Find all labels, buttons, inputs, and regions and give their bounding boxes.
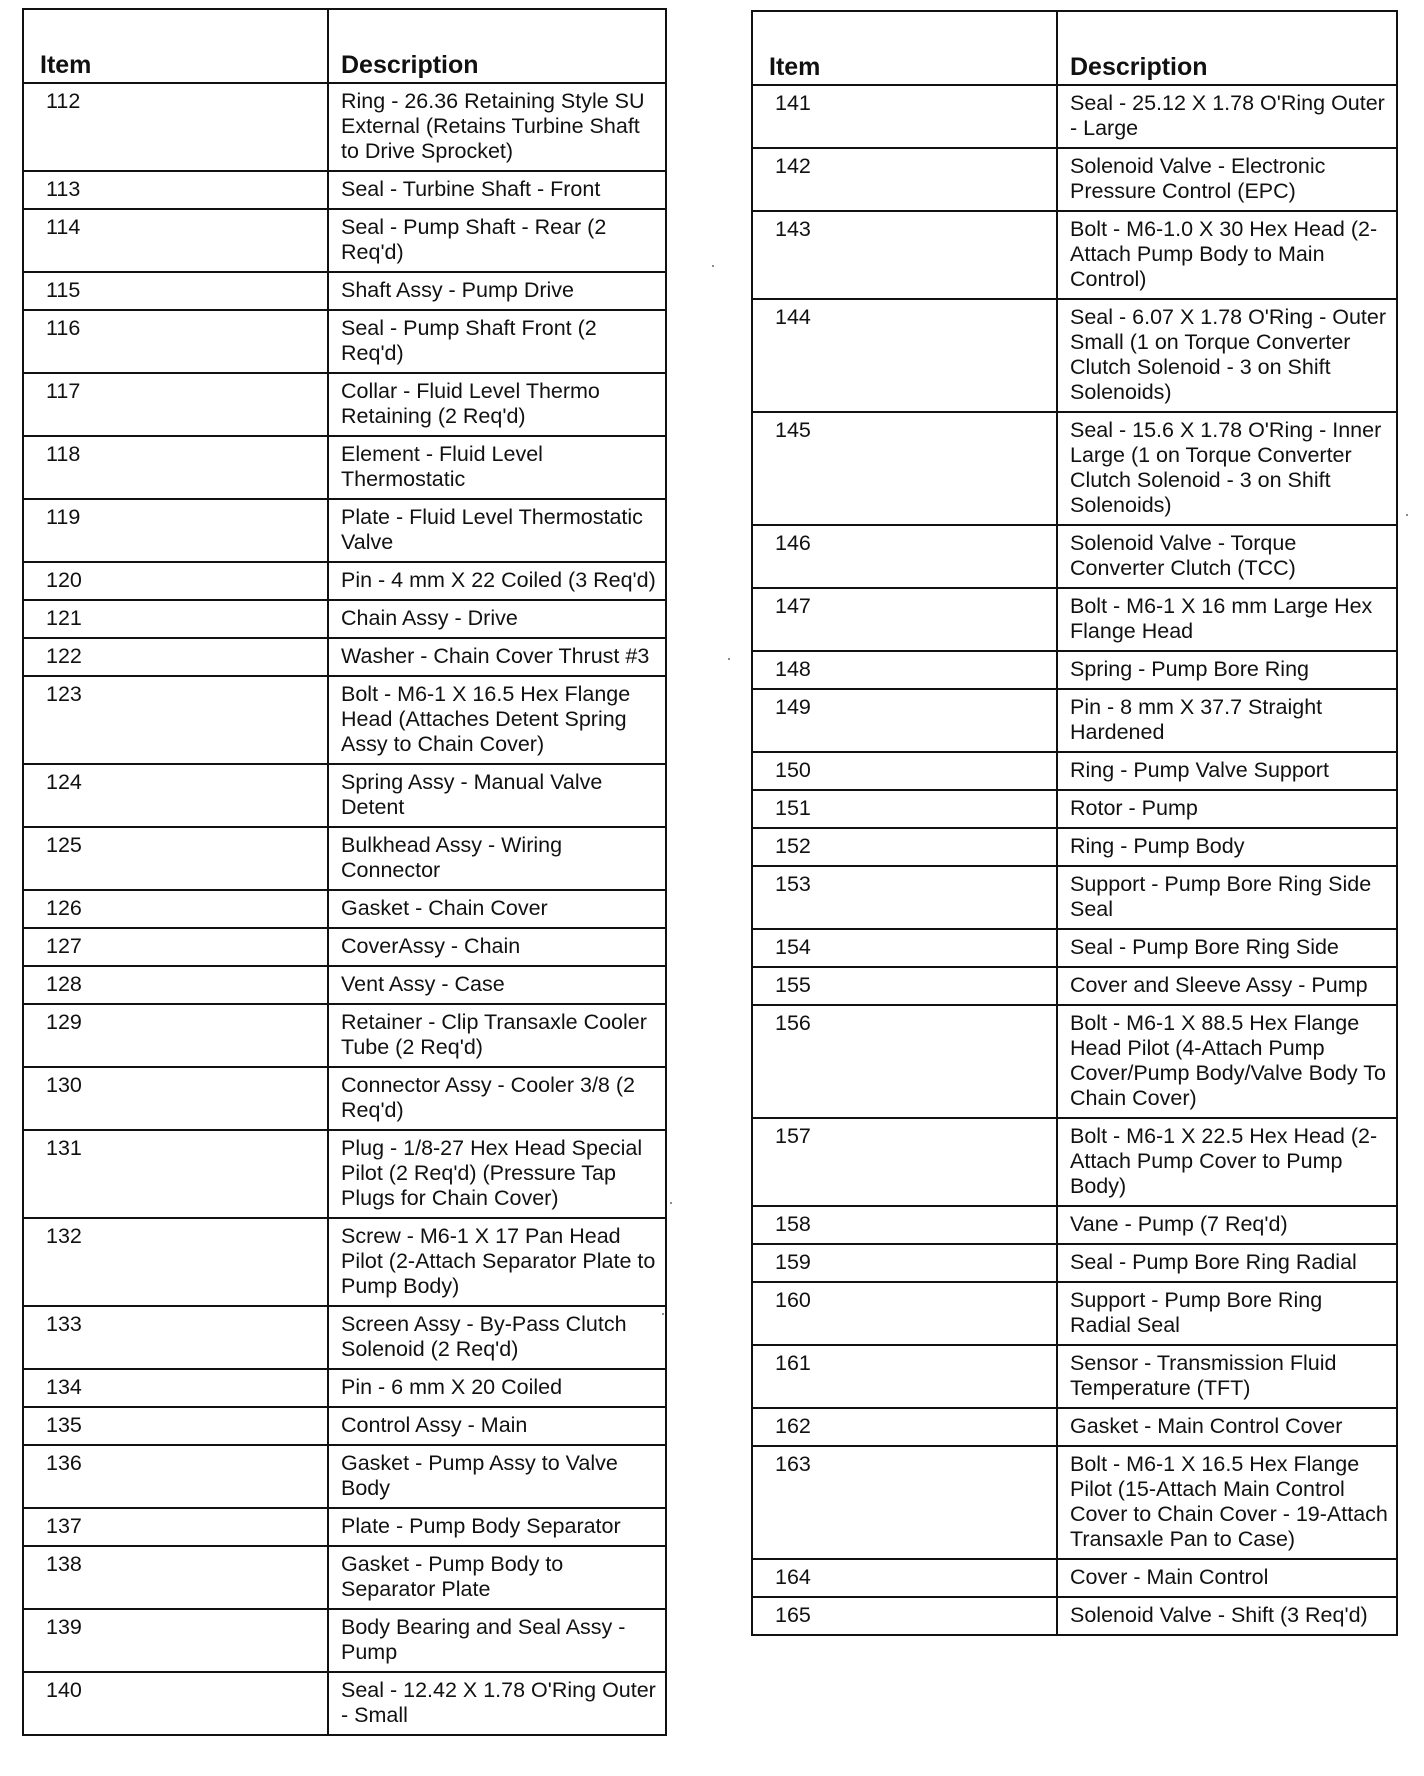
table-row (23, 209, 666, 272)
item-number: 151 (752, 790, 1057, 828)
header-row (23, 9, 666, 83)
item-description: Plate - Fluid Level Thermostatic Valve (328, 499, 666, 562)
table-row (752, 828, 1397, 866)
item-number: 162 (752, 1408, 1057, 1446)
table-row (752, 412, 1397, 525)
scan-speck (728, 658, 730, 660)
table-row (23, 272, 666, 310)
item-number: 153 (752, 866, 1057, 929)
item-number: 165 (752, 1597, 1057, 1635)
item-description: Seal - Pump Shaft Front (2 Req'd) (328, 310, 666, 373)
table-row (23, 171, 666, 209)
table-row (23, 1407, 666, 1445)
item-description: Pin - 8 mm X 37.7 Straight Hardened (1057, 689, 1397, 752)
table-row (23, 1067, 666, 1130)
table-row (752, 967, 1397, 1005)
table-row (23, 890, 666, 928)
table-row (752, 1446, 1397, 1559)
item-number: 146 (752, 525, 1057, 588)
item-description: Seal - Turbine Shaft - Front (328, 171, 666, 209)
scan-speck (1406, 514, 1408, 516)
item-description: Screen Assy - By-Pass Clutch Solenoid (2 Req'd) (328, 1306, 666, 1369)
item-description: Spring Assy - Manual Valve Detent (328, 764, 666, 827)
item-description: Spring - Pump Bore Ring (1057, 651, 1397, 689)
table-row (23, 1672, 666, 1735)
item-number: 120 (23, 562, 328, 600)
item-number: 134 (23, 1369, 328, 1407)
item-number: 118 (23, 436, 328, 499)
item-description: Bolt - M6-1 X 16.5 Hex Flange Pilot (15-Attach Main Control Cover to Chain Cover - 19-Attach Transaxle Pan to Case) (1057, 1446, 1397, 1559)
description-column-header: Description (328, 9, 666, 83)
header-row (752, 11, 1397, 85)
item-description: Washer - Chain Cover Thrust #3 (328, 638, 666, 676)
item-description: Rotor - Pump (1057, 790, 1397, 828)
item-number: 154 (752, 929, 1057, 967)
table-row (23, 83, 666, 171)
item-column-header: Item (752, 11, 1057, 85)
item-number: 119 (23, 499, 328, 562)
item-number: 112 (23, 83, 328, 171)
item-description: Cover - Main Control (1057, 1559, 1397, 1597)
item-description: Cover and Sleeve Assy - Pump (1057, 967, 1397, 1005)
item-number: 156 (752, 1005, 1057, 1118)
item-number: 129 (23, 1004, 328, 1067)
item-description: Gasket - Pump Body to Separator Plate (328, 1546, 666, 1609)
item-number: 145 (752, 412, 1057, 525)
item-description: Solenoid Valve - Torque Converter Clutch (TCC) (1057, 525, 1397, 588)
item-number: 121 (23, 600, 328, 638)
table-row (752, 1206, 1397, 1244)
table-row (23, 1130, 666, 1218)
item-description: Control Assy - Main (328, 1407, 666, 1445)
table-row (752, 1408, 1397, 1446)
item-number: 122 (23, 638, 328, 676)
item-description: Solenoid Valve - Shift (3 Req'd) (1057, 1597, 1397, 1635)
item-number: 141 (752, 85, 1057, 148)
item-description: Gasket - Pump Assy to Valve Body (328, 1445, 666, 1508)
table-row (23, 1369, 666, 1407)
item-description: Seal - Pump Shaft - Rear (2 Req'd) (328, 209, 666, 272)
table-row (23, 1306, 666, 1369)
item-description: Seal - Pump Bore Ring Side (1057, 929, 1397, 967)
item-description: Bolt - M6-1 X 22.5 Hex Head (2-Attach Pump Cover to Pump Body) (1057, 1118, 1397, 1206)
table-row (23, 373, 666, 436)
table-row (752, 85, 1397, 148)
item-description: Bolt - M6-1 X 16 mm Large Hex Flange Head (1057, 588, 1397, 651)
table-row (23, 966, 666, 1004)
item-description: Seal - 6.07 X 1.78 O'Ring - Outer Small (1 on Torque Converter Clutch Solenoid - 3 on Shift Solenoids) (1057, 299, 1397, 412)
item-number: 144 (752, 299, 1057, 412)
table-row (752, 148, 1397, 211)
item-number: 143 (752, 211, 1057, 299)
table-row (752, 1005, 1397, 1118)
item-description: Bolt - M6-1.0 X 30 Hex Head (2-Attach Pump Body to Main Control) (1057, 211, 1397, 299)
item-description: Chain Assy - Drive (328, 600, 666, 638)
item-description: Solenoid Valve - Electronic Pressure Control (EPC) (1057, 148, 1397, 211)
item-number: 115 (23, 272, 328, 310)
item-description: Plug - 1/8-27 Hex Head Special Pilot (2 Req'd) (Pressure Tap Plugs for Chain Cover) (328, 1130, 666, 1218)
item-number: 152 (752, 828, 1057, 866)
item-number: 155 (752, 967, 1057, 1005)
table-row (23, 827, 666, 890)
table-row (23, 764, 666, 827)
item-number: 157 (752, 1118, 1057, 1206)
table-row (23, 1445, 666, 1508)
item-number: 136 (23, 1445, 328, 1508)
item-number: 130 (23, 1067, 328, 1130)
item-description: Bulkhead Assy - Wiring Connector (328, 827, 666, 890)
table-row (23, 638, 666, 676)
table-row (23, 676, 666, 764)
parts-table-right (751, 10, 1398, 1636)
item-description: Bolt - M6-1 X 88.5 Hex Flange Head Pilot (4-Attach Pump Cover/Pump Body/Valve Body To Chain Cover) (1057, 1005, 1397, 1118)
table-row (752, 1282, 1397, 1345)
item-number: 113 (23, 171, 328, 209)
table-row (23, 928, 666, 966)
item-description: Collar - Fluid Level Thermo Retaining (2 Req'd) (328, 373, 666, 436)
item-number: 159 (752, 1244, 1057, 1282)
item-description: Support - Pump Bore Ring Radial Seal (1057, 1282, 1397, 1345)
table-row (23, 436, 666, 499)
item-number: 164 (752, 1559, 1057, 1597)
table-row (752, 588, 1397, 651)
item-description: Ring - Pump Body (1057, 828, 1397, 866)
item-description: Seal - Pump Bore Ring Radial (1057, 1244, 1397, 1282)
item-number: 147 (752, 588, 1057, 651)
item-description: Support - Pump Bore Ring Side Seal (1057, 866, 1397, 929)
parts-table-left (22, 8, 667, 1736)
description-column-header: Description (1057, 11, 1397, 85)
table-row (752, 651, 1397, 689)
item-number: 123 (23, 676, 328, 764)
table-row (752, 299, 1397, 412)
item-description: Vent Assy - Case (328, 966, 666, 1004)
item-description: Bolt - M6-1 X 16.5 Hex Flange Head (Attaches Detent Spring Assy to Chain Cover) (328, 676, 666, 764)
table-row (23, 310, 666, 373)
scan-speck (712, 265, 714, 267)
item-number: 124 (23, 764, 328, 827)
item-number: 126 (23, 890, 328, 928)
scan-speck (670, 1202, 672, 1204)
item-number: 127 (23, 928, 328, 966)
item-number: 149 (752, 689, 1057, 752)
table-row (23, 600, 666, 638)
item-description: Sensor - Transmission Fluid Temperature (TFT) (1057, 1345, 1397, 1408)
item-column-header: Item (23, 9, 328, 83)
table-row (752, 866, 1397, 929)
table-row (752, 1597, 1397, 1635)
item-number: 161 (752, 1345, 1057, 1408)
item-number: 117 (23, 373, 328, 436)
item-description: CoverAssy - Chain (328, 928, 666, 966)
item-description: Ring - Pump Valve Support (1057, 752, 1397, 790)
item-description: Ring - 26.36 Retaining Style SU External (Retains Turbine Shaft to Drive Sprocket) (328, 83, 666, 171)
item-description: Body Bearing and Seal Assy - Pump (328, 1609, 666, 1672)
item-description: Gasket - Chain Cover (328, 890, 666, 928)
item-description: Plate - Pump Body Separator (328, 1508, 666, 1546)
table-row (23, 562, 666, 600)
table-row (23, 499, 666, 562)
item-number: 132 (23, 1218, 328, 1306)
table-row (752, 211, 1397, 299)
table-row (752, 689, 1397, 752)
item-number: 131 (23, 1130, 328, 1218)
parts-table-right-body (752, 85, 1397, 1635)
table-row (752, 790, 1397, 828)
item-description: Shaft Assy - Pump Drive (328, 272, 666, 310)
parts-table-left-body (23, 83, 666, 1735)
item-number: 137 (23, 1508, 328, 1546)
item-number: 138 (23, 1546, 328, 1609)
table-row (23, 1508, 666, 1546)
table-row (752, 1244, 1397, 1282)
item-number: 150 (752, 752, 1057, 790)
item-description: Seal - 12.42 X 1.78 O'Ring Outer - Small (328, 1672, 666, 1735)
item-description: Connector Assy - Cooler 3/8 (2 Req'd) (328, 1067, 666, 1130)
item-number: 135 (23, 1407, 328, 1445)
table-row (752, 752, 1397, 790)
table-row (23, 1218, 666, 1306)
table-row (23, 1546, 666, 1609)
item-description: Screw - M6-1 X 17 Pan Head Pilot (2-Attach Separator Plate to Pump Body) (328, 1218, 666, 1306)
table-row (752, 1118, 1397, 1206)
item-description: Element - Fluid Level Thermostatic (328, 436, 666, 499)
item-description: Pin - 6 mm X 20 Coiled (328, 1369, 666, 1407)
item-number: 163 (752, 1446, 1057, 1559)
table-row (23, 1609, 666, 1672)
item-number: 114 (23, 209, 328, 272)
table-row (752, 525, 1397, 588)
item-number: 160 (752, 1282, 1057, 1345)
item-number: 140 (23, 1672, 328, 1735)
item-description: Vane - Pump (7 Req'd) (1057, 1206, 1397, 1244)
table-row (752, 1345, 1397, 1408)
item-description: Seal - 15.6 X 1.78 O'Ring - Inner Large (1 on Torque Converter Clutch Solenoid - 3 on Shift Solenoids) (1057, 412, 1397, 525)
item-number: 116 (23, 310, 328, 373)
item-description: Retainer - Clip Transaxle Cooler Tube (2 Req'd) (328, 1004, 666, 1067)
item-number: 125 (23, 827, 328, 890)
item-number: 158 (752, 1206, 1057, 1244)
item-description: Gasket - Main Control Cover (1057, 1408, 1397, 1446)
table-row (752, 1559, 1397, 1597)
item-number: 142 (752, 148, 1057, 211)
item-number: 148 (752, 651, 1057, 689)
item-number: 128 (23, 966, 328, 1004)
item-number: 139 (23, 1609, 328, 1672)
scan-speck (662, 1313, 664, 1315)
item-description: Seal - 25.12 X 1.78 O'Ring Outer - Large (1057, 85, 1397, 148)
item-description: Pin - 4 mm X 22 Coiled (3 Req'd) (328, 562, 666, 600)
item-number: 133 (23, 1306, 328, 1369)
table-row (23, 1004, 666, 1067)
table-row (752, 929, 1397, 967)
